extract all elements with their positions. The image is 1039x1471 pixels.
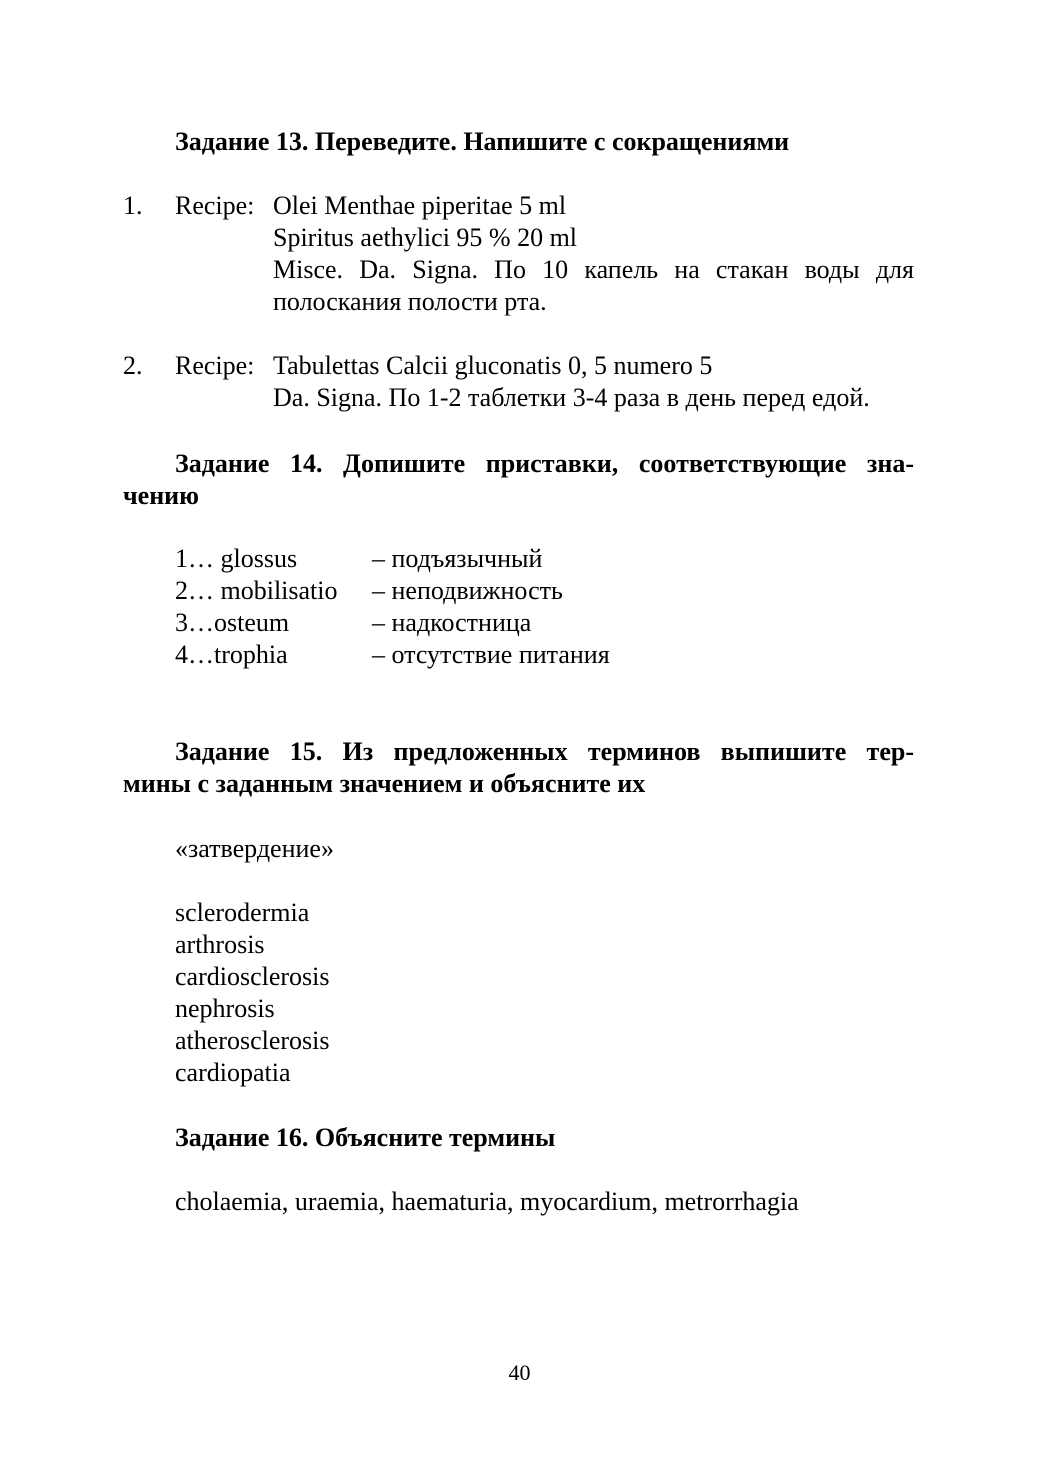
task15-term-4: nephrosis bbox=[175, 994, 275, 1023]
task14-row4-term: 4…trophia bbox=[175, 640, 288, 669]
task14-row3-term: 3…osteum bbox=[175, 608, 290, 637]
task14-heading-line2: чению bbox=[123, 481, 200, 510]
task13-item1-signa-line1: Misce. Da. Signa. По 10 капель на стакан воды для bbox=[273, 255, 914, 284]
task13-heading: Задание 13. Переведите. Напишите с сокращениями bbox=[175, 127, 790, 156]
task15-term-3: cardiosclerosis bbox=[175, 962, 330, 991]
task15-term-5: atherosclerosis bbox=[175, 1026, 330, 1055]
task14-row1-meaning: – подъязычный bbox=[372, 544, 543, 573]
task15-term-6: cardiopatia bbox=[175, 1058, 291, 1087]
page-number: 40 bbox=[508, 1360, 531, 1385]
task14-row4-meaning: – отсутствие питания bbox=[372, 640, 610, 669]
task15-term-1: sclerodermia bbox=[175, 898, 310, 927]
task16-terms: cholaemia, uraemia, haematuria, myocardium, metrorrhagia bbox=[175, 1187, 799, 1216]
task14-row1-term: 1… glossus bbox=[175, 544, 298, 573]
task13-item1-line1: Olei Menthae piperitae 5 ml bbox=[273, 191, 567, 220]
task13-item2-number: 2. bbox=[123, 351, 143, 380]
task13-item1-number: 1. bbox=[123, 191, 143, 220]
task16-heading: Задание 16. Объясните термины bbox=[175, 1123, 556, 1152]
task15-term-2: arthrosis bbox=[175, 930, 265, 959]
task14-row3-meaning: – надкостница bbox=[372, 608, 532, 637]
task14-row2-term: 2… mobilisatio bbox=[175, 576, 338, 605]
task13-item1-label: Recipe: bbox=[175, 191, 255, 220]
task15-heading-line2: мины с заданным значением и объясните их bbox=[123, 769, 646, 798]
task13-item2-line1: Tabulettas Calcii gluconatis 0, 5 numero 5 bbox=[273, 351, 713, 380]
task13-item1-line2: Spiritus aethylici 95 % 20 ml bbox=[273, 223, 578, 252]
task15-meaning: «затвердение» bbox=[175, 834, 334, 863]
task13-item2-line2: Da. Signa. По 1-2 таблетки 3-4 раза в день перед едой. bbox=[273, 383, 870, 412]
task13-item1-signa-line2: полоскания полости рта. bbox=[273, 287, 547, 316]
task13-item2-label: Recipe: bbox=[175, 351, 255, 380]
task14-row2-meaning: – неподвижность bbox=[372, 576, 563, 605]
task14-heading-line1: Задание 14. Допишите приставки, соответствующие зна- bbox=[175, 449, 914, 478]
task15-heading-line1: Задание 15. Из предложенных терминов выпишите тер- bbox=[175, 737, 914, 766]
